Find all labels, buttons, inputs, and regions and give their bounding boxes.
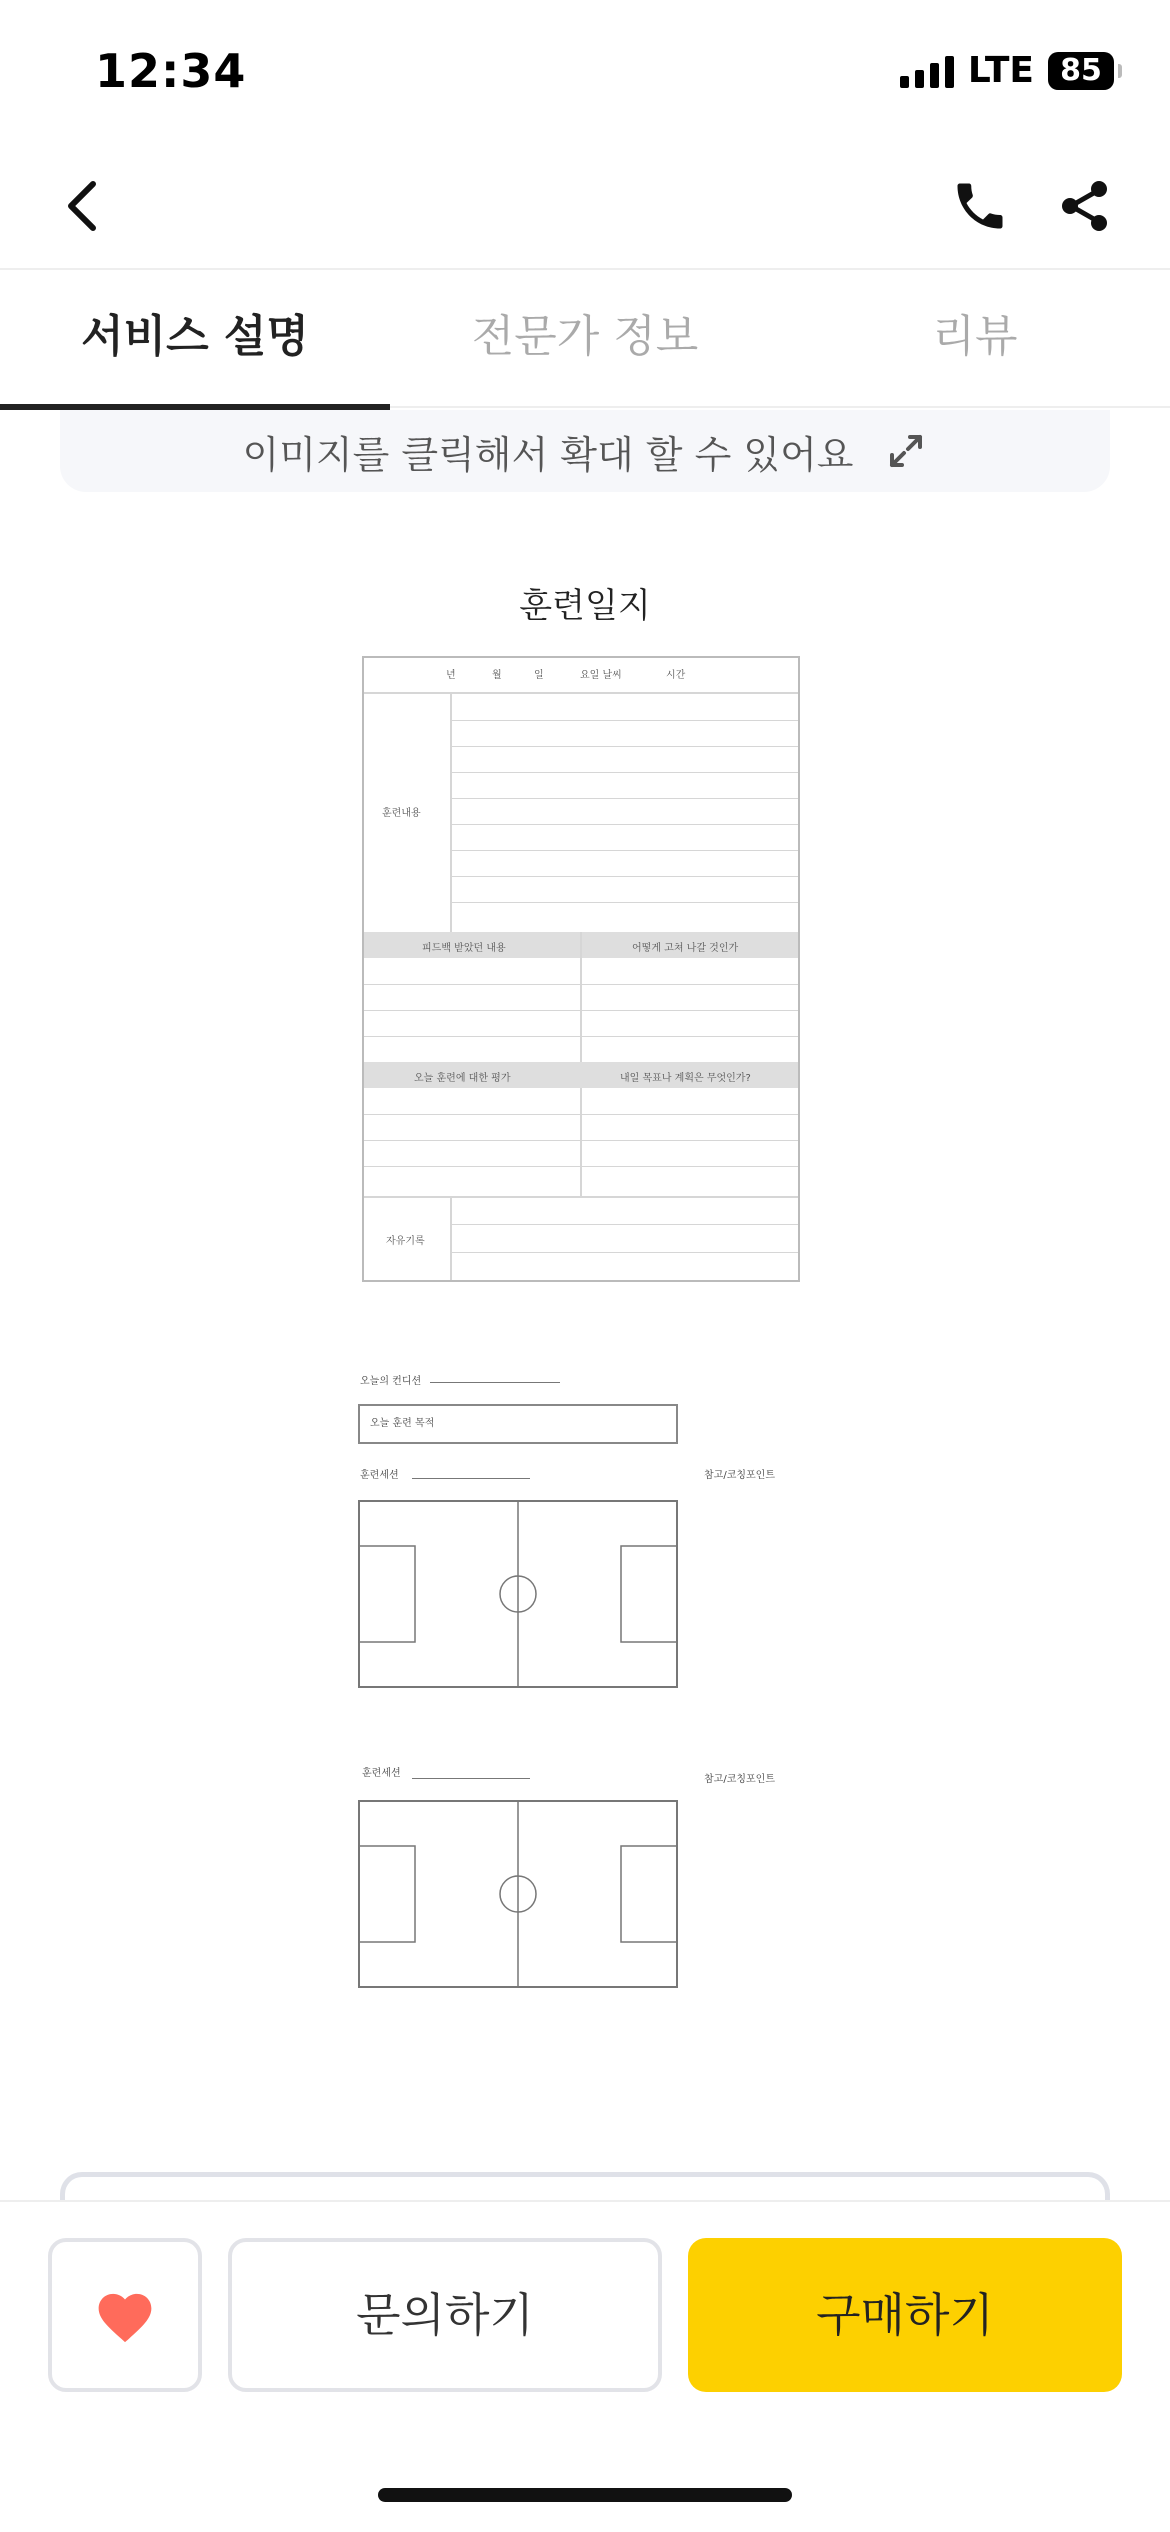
session-underline bbox=[412, 1778, 530, 1779]
writing-line bbox=[452, 824, 798, 825]
row-divider bbox=[364, 692, 798, 694]
bottom-action-bar bbox=[0, 2200, 1170, 2532]
writing-line bbox=[452, 746, 798, 747]
session-underline bbox=[412, 1478, 530, 1479]
status-indicators bbox=[900, 50, 1114, 91]
writing-line bbox=[452, 850, 798, 851]
writing-line bbox=[364, 984, 798, 985]
today-goal-label: 오늘 훈련 목적 bbox=[370, 1418, 435, 1429]
coaching-point-label: 참고/코칭포인트 bbox=[704, 1470, 775, 1481]
date-year: 년 bbox=[446, 670, 456, 681]
inquiry-button[interactable]: 문의하기 bbox=[228, 2238, 662, 2392]
column-divider bbox=[450, 692, 452, 932]
date-weather: 요일 날씨 bbox=[580, 670, 622, 681]
app-header bbox=[0, 150, 1170, 270]
home-indicator bbox=[378, 2488, 792, 2502]
session-label: 훈련세션 bbox=[360, 1470, 399, 1481]
writing-line bbox=[364, 1166, 798, 1167]
zoom-notice[interactable] bbox=[60, 410, 1110, 492]
training-journal-image[interactable] bbox=[362, 656, 800, 1282]
football-pitch-diagram bbox=[358, 1500, 678, 1688]
signal-icon bbox=[900, 54, 954, 88]
writing-line bbox=[364, 1010, 798, 1011]
how-to-fix-label: 어떻게 고쳐 나갈 것인가 bbox=[632, 943, 739, 954]
favorite-button[interactable] bbox=[48, 2238, 202, 2392]
writing-line bbox=[452, 720, 798, 721]
tab-reviews[interactable]: 리뷰 bbox=[932, 311, 1018, 362]
evaluation-label: 오늘 훈련에 대한 평가 bbox=[414, 1073, 511, 1084]
writing-line bbox=[452, 1252, 798, 1253]
tab-service-description[interactable]: 서비스 설명 bbox=[0, 272, 390, 408]
document-title: 훈련일지 bbox=[519, 586, 651, 626]
network-label: LTE bbox=[967, 50, 1034, 91]
battery-icon: 85 bbox=[1048, 52, 1114, 90]
chevron-left-icon bbox=[55, 176, 115, 236]
feedback-label: 피드백 받았던 내용 bbox=[422, 943, 506, 954]
writing-line bbox=[364, 1140, 798, 1141]
football-pitch-diagram bbox=[358, 1800, 678, 1988]
writing-line bbox=[452, 1224, 798, 1225]
column-divider bbox=[450, 1196, 452, 1280]
training-content-label: 훈련내용 bbox=[382, 808, 421, 819]
session-label: 훈련세션 bbox=[362, 1768, 401, 1779]
tab-expert-info[interactable]: 전문가 정보 bbox=[471, 311, 699, 362]
phone-icon bbox=[950, 176, 1010, 236]
writing-line bbox=[364, 1114, 798, 1115]
writing-line bbox=[364, 1036, 798, 1037]
status-bar bbox=[0, 0, 1170, 140]
call-button[interactable] bbox=[950, 176, 1010, 236]
heart-icon bbox=[93, 2286, 157, 2344]
coaching-point-label: 참고/코칭포인트 bbox=[704, 1774, 775, 1785]
share-icon bbox=[1055, 176, 1115, 236]
writing-line bbox=[452, 876, 798, 877]
date-month: 월 bbox=[492, 670, 502, 681]
date-time: 시간 bbox=[666, 670, 686, 681]
writing-line bbox=[452, 798, 798, 799]
back-button[interactable] bbox=[55, 176, 115, 236]
share-button[interactable] bbox=[1055, 176, 1115, 236]
zoom-notice-text: 이미지를 클릭해서 확대 할 수 있어요 bbox=[242, 432, 854, 477]
status-time: 12:34 bbox=[95, 44, 247, 98]
writing-line bbox=[452, 772, 798, 773]
tab-bar bbox=[0, 272, 1170, 408]
date-day: 일 bbox=[534, 670, 544, 681]
condition-label: 오늘의 컨디션 bbox=[360, 1376, 422, 1387]
buy-button[interactable]: 구매하기 bbox=[688, 2238, 1122, 2392]
today-goal-box bbox=[358, 1404, 678, 1444]
free-record-label: 자유기록 bbox=[386, 1236, 425, 1247]
writing-line bbox=[452, 902, 798, 903]
tomorrow-goal-label: 내일 목표나 계획은 무엇인가? bbox=[620, 1073, 751, 1084]
expand-icon bbox=[884, 429, 928, 473]
condition-underline bbox=[430, 1382, 560, 1383]
row-divider bbox=[364, 1196, 798, 1198]
